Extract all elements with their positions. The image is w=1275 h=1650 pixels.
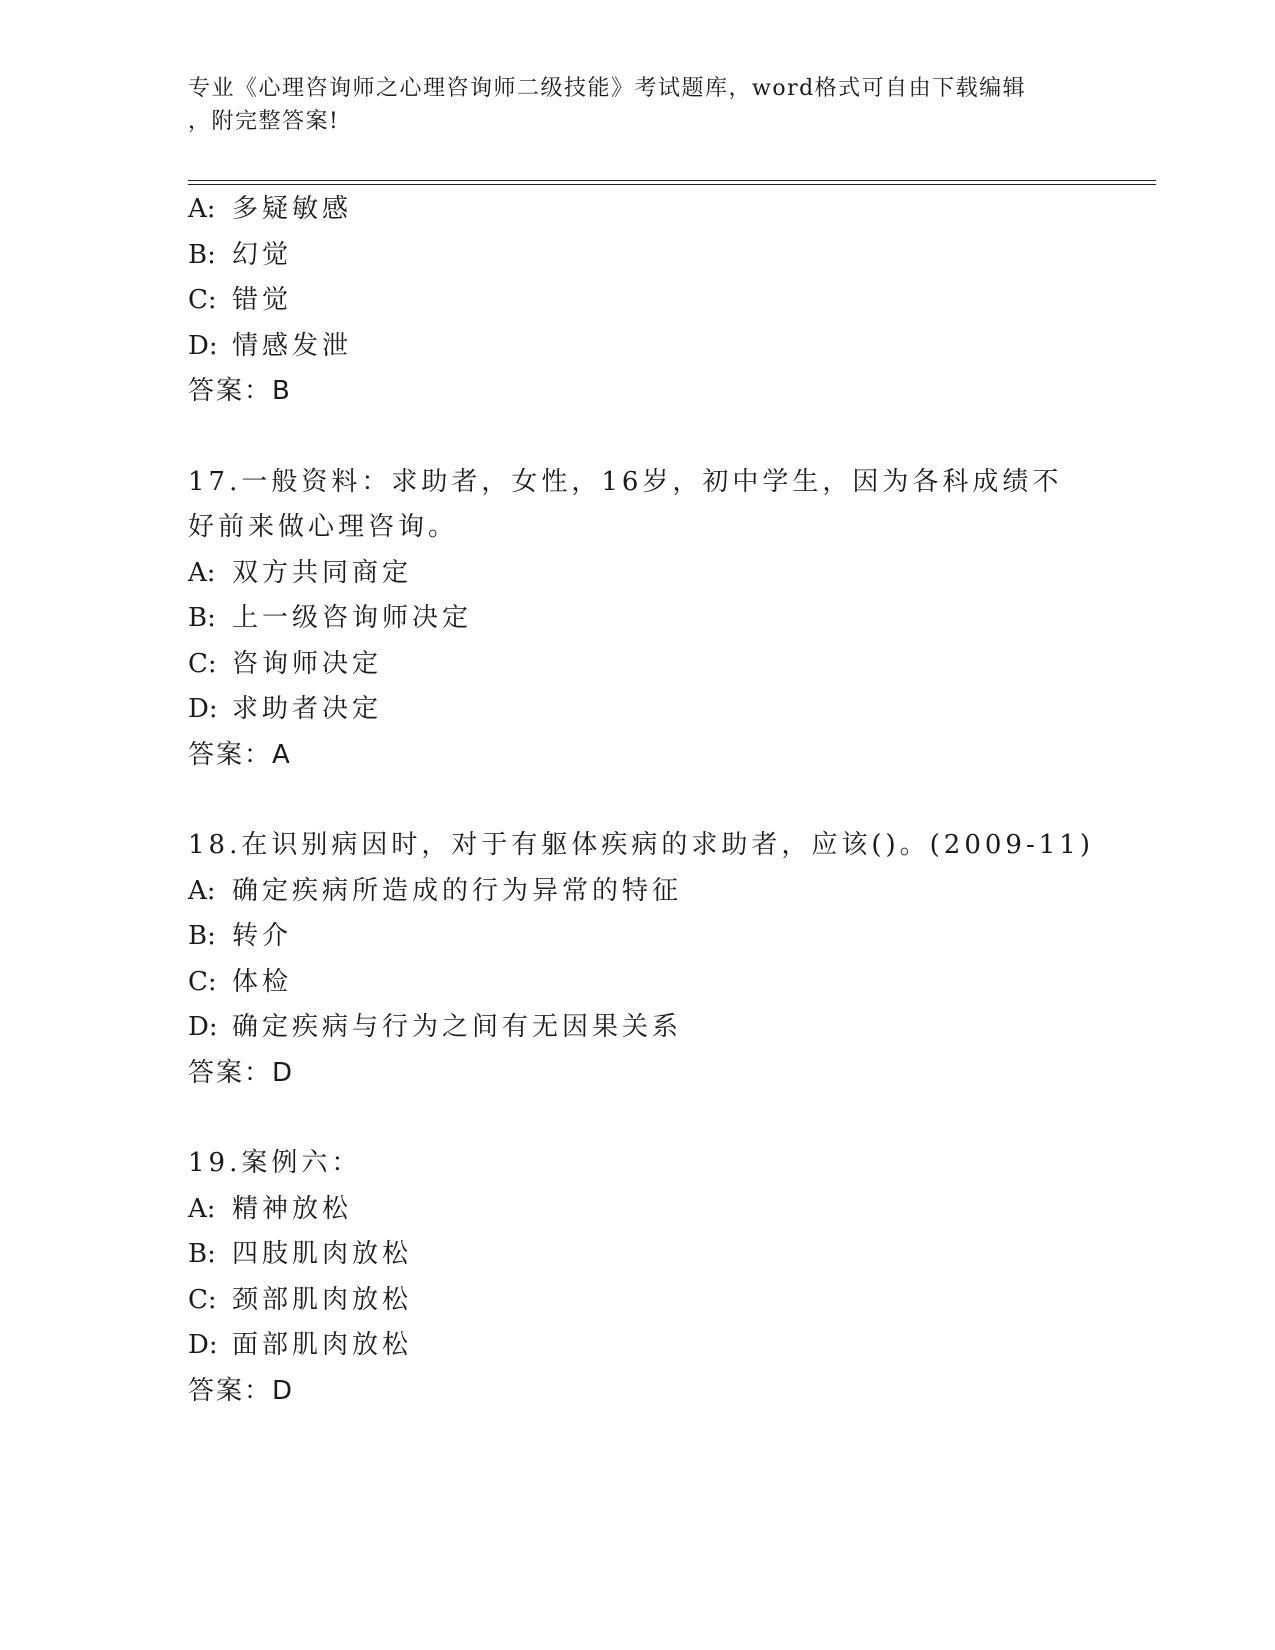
option-b: B: 转介: [188, 921, 293, 951]
question-list: [188, 187, 1156, 1414]
question-text: 18.在识别病因时，对于有躯体疾病的求助者，应该()。(2009-11): [188, 830, 1094, 860]
option-c: C: 颈部肌肉放松: [188, 1284, 413, 1315]
header-title-line-1: 专业《心理咨询师之心理咨询师二级技能》考试题库，word格式可自由下载编辑: [188, 76, 1027, 101]
option-d: D: 确定疾病与行为之间有无因果关系: [188, 1012, 683, 1042]
option-d: D: 求助者决定: [188, 694, 383, 724]
header-divider: [188, 180, 1156, 185]
option-d: D: 情感发泄: [188, 330, 353, 361]
option-a: A: 确定疾病所造成的行为异常的特征: [188, 875, 683, 906]
question-17: [188, 460, 1156, 779]
option-c: C: 错觉: [188, 285, 293, 315]
option-a: A: 多疑敏感: [188, 194, 353, 224]
spacer: [188, 415, 1156, 460]
answer: 答案：D: [188, 1375, 295, 1406]
answer: 答案：A: [188, 739, 292, 770]
option-a: A: 双方共同商定: [188, 557, 413, 588]
option-c: C: 咨询师决定: [188, 648, 383, 679]
question-18: [188, 823, 1156, 1096]
question-16: [188, 187, 1156, 415]
question-text: 17.一般资料：求助者，女性，16岁，初中学生，因为各科成绩不好前来做心理咨询。: [188, 466, 1063, 542]
answer: 答案：D: [188, 1057, 295, 1088]
question-text: 19.案例六：: [188, 1148, 362, 1178]
option-d: D: 面部肌肉放松: [188, 1330, 413, 1360]
spacer: [188, 1096, 1156, 1141]
option-b: B: 四肢肌肉放松: [188, 1239, 413, 1269]
answer: 答案：B: [188, 376, 292, 406]
spacer: [188, 778, 1156, 823]
option-b: B: 幻觉: [188, 239, 293, 270]
option-a: A: 精神放松: [188, 1193, 353, 1224]
option-c: C: 体检: [188, 966, 293, 997]
header-title-line-2: ，附完整答案!: [188, 109, 340, 134]
document-header: [188, 72, 1068, 138]
question-19: [188, 1141, 1156, 1414]
option-b: B: 上一级咨询师决定: [188, 603, 473, 633]
